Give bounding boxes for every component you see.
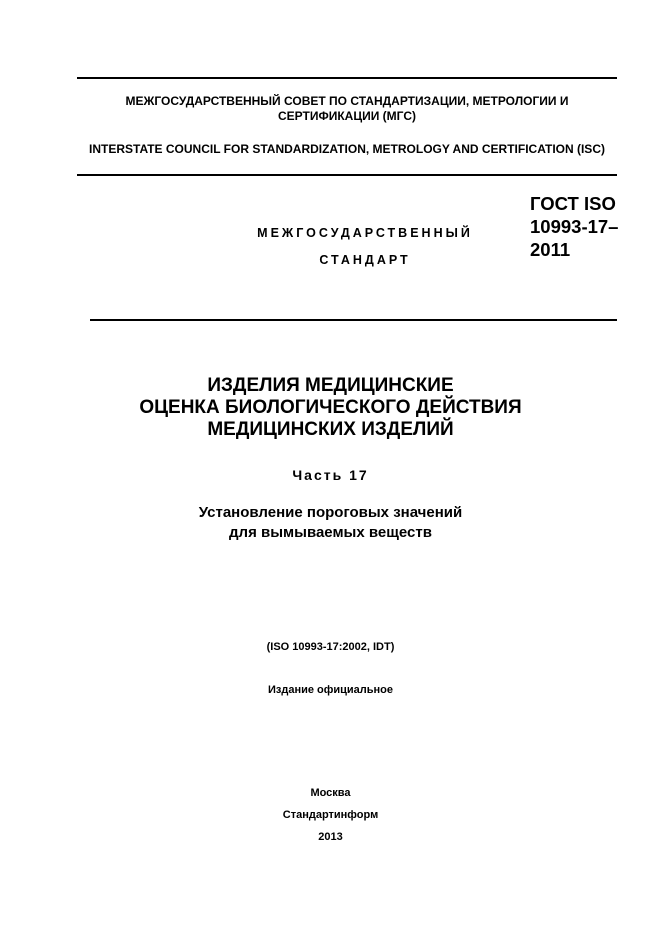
standard-designation	[530, 192, 618, 261]
title-line2: ОЦЕНКА БИОЛОГИЧЕСКОГО ДЕЙСТВИЯ	[139, 397, 522, 418]
designation-line1: ГОСТ ISO	[530, 193, 616, 214]
section-rule	[90, 319, 617, 321]
imprint-year: 2013	[318, 831, 343, 843]
subtitle-line1: Установление пороговых значений	[198, 504, 463, 521]
designation-line2: 10993-17–	[530, 216, 619, 237]
title-line1: ИЗДЕЛИЯ МЕДИЦИНСКИЕ	[207, 375, 454, 396]
standard-type-line1: МЕЖГОСУДАРСТВЕННЫЙ	[257, 226, 473, 240]
imprint-publisher: Стандартинформ	[282, 809, 379, 821]
designation-line3: 2011	[530, 239, 571, 260]
top-rule	[77, 77, 617, 79]
document-title	[60, 375, 601, 441]
council-name-en: INTERSTATE COUNCIL FOR STANDARDIZATION, METROLOGY AND CERTIFICATION (ISC)	[89, 142, 605, 156]
title-line3: МЕДИЦИНСКИХ ИЗДЕЛИЙ	[207, 419, 454, 440]
part-number: Часть 17	[292, 467, 369, 483]
subtitle-line2: для вымываемых веществ	[229, 524, 432, 541]
standard-type-line2: СТАНДАРТ	[319, 253, 411, 267]
council-name-ru: МЕЖГОСУДАРСТВЕННЫЙ СОВЕТ ПО СТАНДАРТИЗАЦИИ, МЕТРОЛОГИИ И СЕРТИФИКАЦИИ (МГС)	[125, 94, 569, 123]
header-bottom-rule	[77, 174, 617, 176]
edition-note: Издание официальное	[267, 684, 394, 696]
document-subtitle	[60, 503, 601, 543]
iso-reference: (ISO 10993-17:2002, IDT)	[266, 641, 395, 653]
imprint-city: Москва	[310, 787, 351, 799]
